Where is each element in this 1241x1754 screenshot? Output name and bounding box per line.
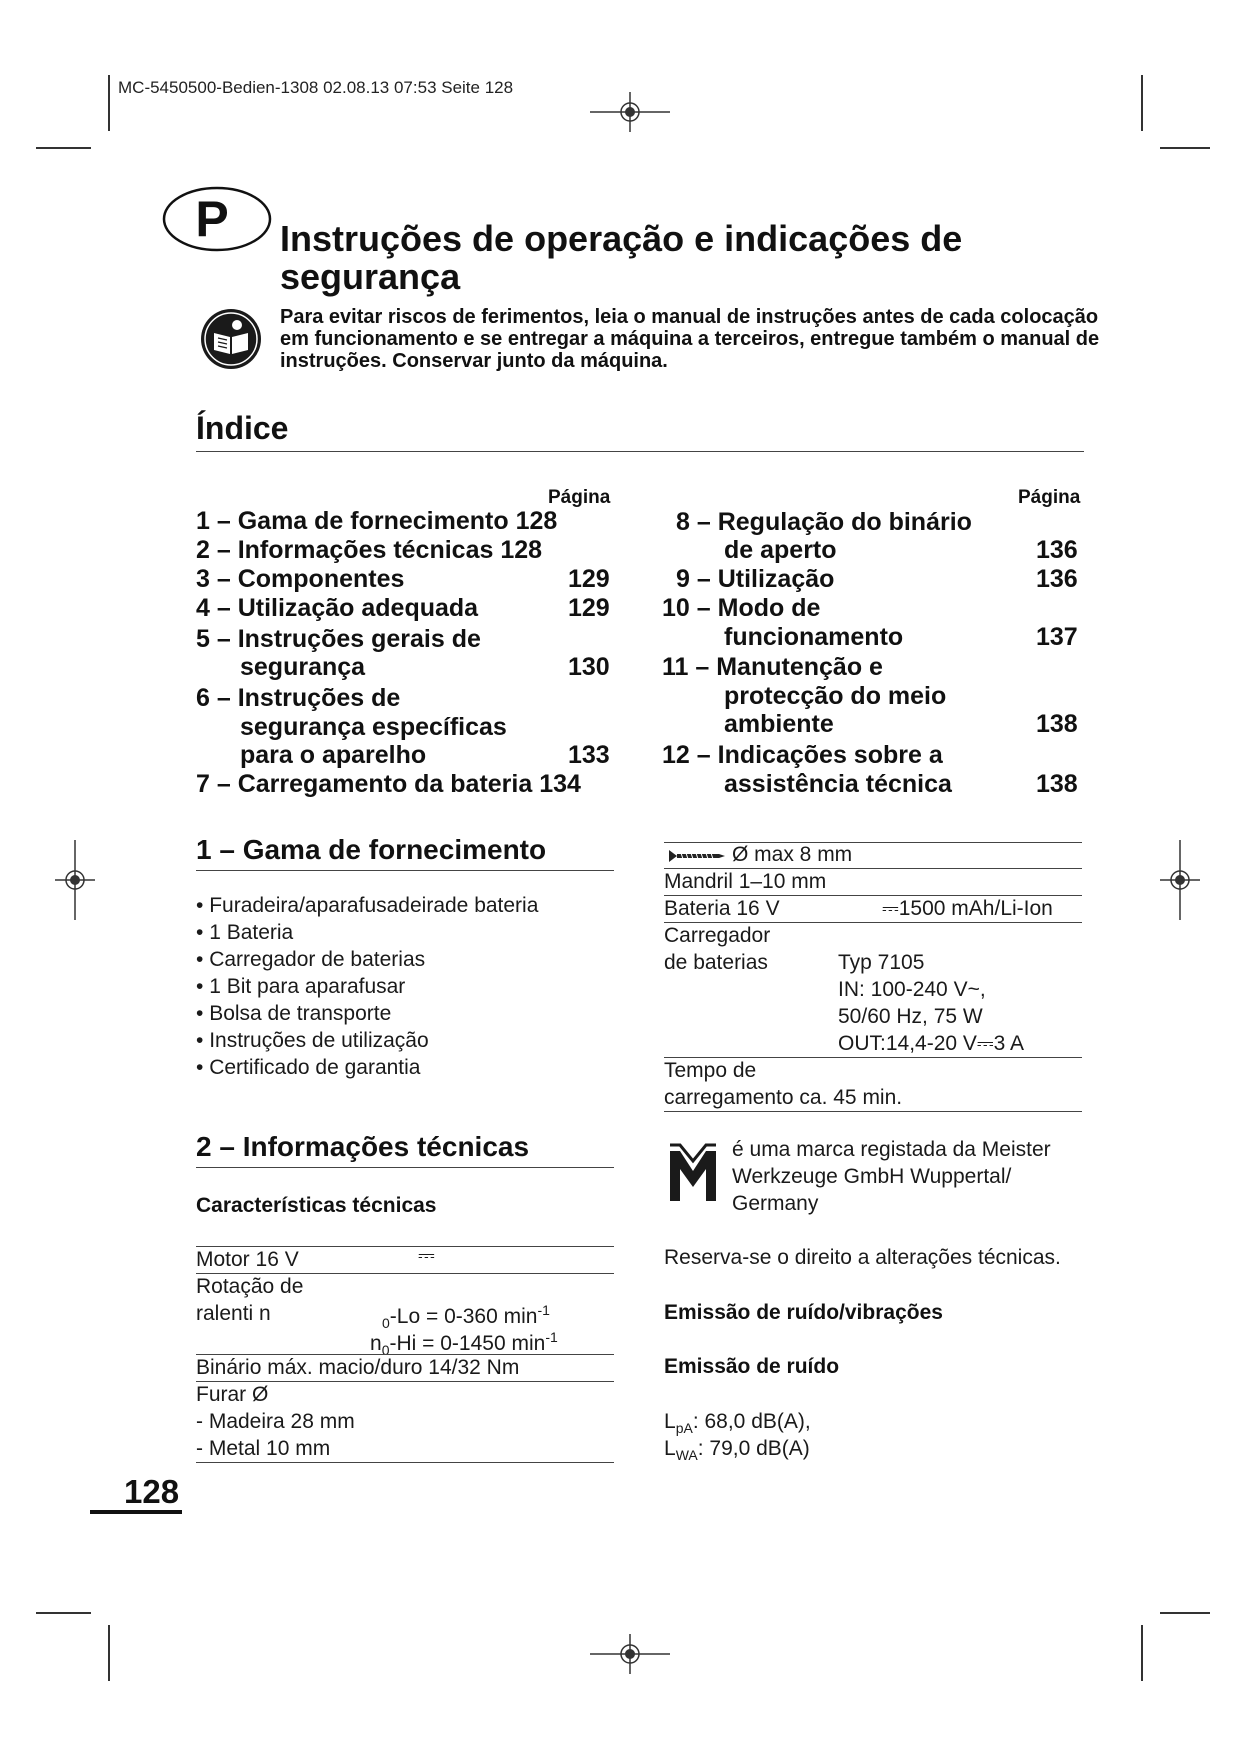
spec-charge-time: carregamento ca. 45 min.: [664, 1086, 903, 1109]
subheading: Características técnicas: [196, 1194, 437, 1217]
spec-drill: Furar Ø: [196, 1383, 269, 1406]
brand-text: Werkzeuge GmbH Wuppertal/: [732, 1165, 1012, 1188]
toc-entry[interactable]: 12 – Indicações sobre a: [662, 741, 943, 769]
page-number-underline: [90, 1510, 182, 1514]
divider: [196, 1273, 614, 1274]
list-item: • 1 Bit para aparafusar: [196, 975, 406, 998]
spec-rotation: ralenti n: [196, 1302, 271, 1325]
screw-icon: [667, 849, 727, 863]
crop-mark: [1141, 75, 1143, 131]
toc-entry-cont: de aperto: [724, 536, 837, 564]
page-column-label: Página: [548, 487, 611, 508]
toc-entry[interactable]: 9 – Utilização: [676, 565, 835, 593]
toc-page: 136: [1036, 536, 1078, 564]
divider: [664, 842, 1082, 843]
crop-mark: [108, 75, 110, 131]
spec-rotation-hi: $n_0-Hi = 0-1450$ $\min^{-1}$: [370, 1329, 558, 1359]
spec-rotation-lo: $_0$-Lo = 0-360 $\min^{-1}$: [382, 1302, 550, 1332]
list-item: • Bolsa de transporte: [196, 1002, 392, 1025]
noise-lpa: $L_{pA}$: 68,0 dB(A),: [664, 1410, 811, 1437]
toc-entry-cont: segurança específicas: [240, 713, 507, 741]
crop-mark: [36, 1612, 91, 1614]
spec-charger: Carregador: [664, 924, 771, 947]
toc-page: 130: [568, 653, 610, 681]
crop-mark: [1160, 1612, 1210, 1614]
toc-entry[interactable]: 11 – Manutenção e: [662, 653, 883, 681]
toc-entry-cont: para o aparelho: [240, 741, 427, 769]
divider: [664, 895, 1082, 896]
dc-symbol: ⎓: [418, 1244, 435, 1267]
noise-lwa: $L_{WA}$: 79,0 dB(A): [664, 1437, 810, 1464]
registration-mark-icon: [55, 840, 95, 920]
divider: [664, 922, 1082, 923]
toc-entry[interactable]: 2 – Informações técnicas 128: [196, 536, 543, 564]
toc-page: 129: [568, 565, 610, 593]
brand-text: Germany: [732, 1192, 819, 1215]
toc-entry-cont: protecção do meio: [724, 682, 947, 710]
divider: [196, 1354, 614, 1355]
toc-page: 129: [568, 594, 610, 622]
list-item: • Furadeira/aparafusadeirade bateria: [196, 894, 539, 917]
toc-entry-cont: segurança: [240, 653, 366, 681]
language-code: P: [195, 191, 229, 247]
print-header: MC-5450500-Bedien-1308 02.08.13 07:53 Seite 128: [118, 78, 514, 97]
spec-battery-label: Bateria 16 V: [664, 897, 780, 920]
crop-mark: [36, 147, 91, 149]
toc-entry[interactable]: 6 – Instruções de: [196, 684, 401, 712]
toc-page: 138: [1036, 710, 1078, 738]
spec-charger-type: Typ 7105: [838, 951, 925, 974]
toc-page: 137: [1036, 623, 1078, 651]
reservation-note: Reserva-se o direito a alterações técnicas.: [664, 1246, 1061, 1269]
divider: [196, 1381, 614, 1382]
read-manual-icon: [200, 308, 262, 370]
divider: [196, 870, 614, 871]
toc-entry[interactable]: 7 – Carregamento da bateria 134: [196, 770, 581, 798]
spec-battery-value: ⎓1500 mAh/Li-Ion: [882, 897, 1053, 920]
spec-torque: Binário máx. macio/duro 14/32 Nm: [196, 1356, 520, 1379]
toc-entry-cont: ambiente: [724, 710, 834, 738]
spec-chuck: Mandril 1–10 mm: [664, 870, 827, 893]
spec-rotation: Rotação de: [196, 1275, 304, 1298]
page-column-label: Página: [1018, 487, 1081, 508]
toc-page: 138: [1036, 770, 1078, 798]
list-item: • Instruções de utilização: [196, 1029, 429, 1052]
spec-charger-freq: 50/60 Hz, 75 W: [838, 1005, 983, 1028]
list-item: • Certificado de garantia: [196, 1056, 421, 1079]
registration-mark-icon: [590, 92, 670, 132]
spec-charge-time: Tempo de: [664, 1059, 757, 1082]
divider: [196, 1246, 614, 1247]
subheading: Emissão de ruído/vibrações: [664, 1301, 943, 1324]
divider: [196, 1167, 614, 1168]
registration-mark-icon: [1160, 840, 1200, 920]
brand-text: é uma marca registada da Meister: [732, 1138, 1051, 1161]
divider: [196, 451, 1084, 452]
spec-charger: de baterias: [664, 951, 768, 974]
subheading: Emissão de ruído: [664, 1355, 840, 1378]
language-badge: [162, 186, 272, 252]
toc-entry[interactable]: 10 – Modo de: [662, 594, 821, 622]
page-number: 128: [124, 1473, 180, 1510]
toc-page: 136: [1036, 565, 1078, 593]
toc-entry[interactable]: 8 – Regulação do binário: [676, 508, 972, 536]
index-heading: Índice: [196, 410, 289, 446]
toc-entry[interactable]: 1 – Gama de fornecimento 128: [196, 507, 558, 535]
spec-wood: - Madeira 28 mm: [196, 1410, 355, 1433]
section-heading: 1 – Gama de fornecimento: [196, 834, 547, 865]
crop-mark: [1141, 1625, 1143, 1681]
spec-metal: - Metal 10 mm: [196, 1437, 331, 1460]
toc-page: 133: [568, 741, 610, 769]
spec-motor: Motor 16 V: [196, 1248, 299, 1271]
safety-warning: Para evitar riscos de ferimentos, leia o manual de instruções antes de cada colocação em funcionamento e se entregar a máquina a terceiros, entregue também o manual de instruções. Conservar junto da máquina.: [280, 306, 1100, 372]
page-title: Instruções de operação e indicações de segurança: [280, 218, 963, 297]
divider: [664, 868, 1082, 869]
spec-charger-out: OUT:14,4-20 V⎓3 A: [838, 1032, 1025, 1055]
toc-entry[interactable]: 5 – Instruções gerais de: [196, 625, 481, 653]
list-item: • 1 Bateria: [196, 921, 294, 944]
toc-entry-cont: funcionamento: [724, 623, 904, 651]
divider: [664, 1111, 1082, 1112]
list-item: • Carregador de baterias: [196, 948, 426, 971]
crop-mark: [108, 1625, 110, 1681]
brand-logo: [668, 1143, 718, 1203]
toc-entry[interactable]: 4 – Utilização adequada: [196, 594, 479, 622]
section-heading: 2 – Informações técnicas: [196, 1131, 530, 1162]
divider: [664, 1057, 1082, 1058]
registration-mark-icon: [590, 1634, 670, 1674]
spec-screw: Ø max 8 mm: [732, 843, 853, 866]
crop-mark: [1160, 147, 1210, 149]
toc-entry[interactable]: 3 – Componentes: [196, 565, 405, 593]
toc-entry-cont: assistência técnica: [724, 770, 952, 798]
divider: [196, 1462, 614, 1463]
spec-charger-in: IN: 100-240 V~,: [838, 978, 986, 1001]
